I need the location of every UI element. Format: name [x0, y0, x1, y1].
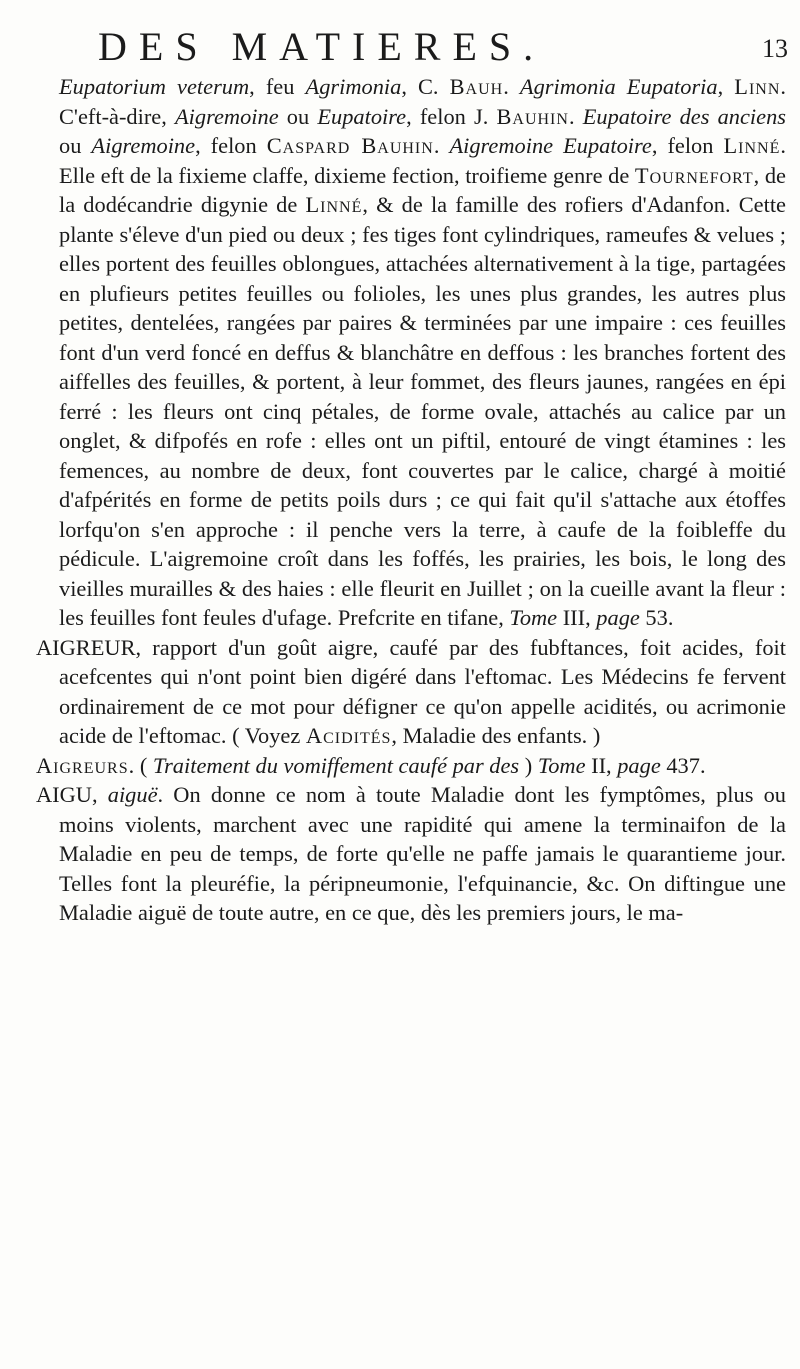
- index-entry-eupatorium: [36, 72, 786, 633]
- index-entry-aigu: [36, 780, 786, 928]
- small-caps-text: Linn: [734, 74, 781, 99]
- small-caps-text: Bauh: [449, 74, 504, 99]
- text-run: ): [519, 752, 538, 778]
- italic-text: Aigremoine Eupatoire: [449, 133, 652, 158]
- italic-text: Aigremoine: [91, 133, 196, 158]
- text-run: , de la dodécandrie digynie de: [59, 162, 786, 217]
- text-run: 53.: [639, 605, 674, 630]
- italic-text: Traitement du vomiffement caufé par des: [152, 752, 520, 778]
- text-run: , felon: [651, 133, 724, 158]
- small-caps-text: Linné: [723, 133, 781, 158]
- text-run: , & de la famille des rofiers d'Adanfon. Cette plante s'éleve d'un pied ou deux ; fes tiges font cylindriques, rameufes & velues ; elles portent des feuilles oblongues, attachées alternativement à la tige, partagées en plufieurs petites feuilles ou folioles, les unes plus grandes, les autres plus petites, dentelées, rangées par paires & terminées par une impaire : ces feuilles font d'un verd foncé en deffus & blanchâtre en deffous : les branches fortent des aiffelles des feuilles, & portent, à leur fommet, des fleurs jaunes, rangées en épi ferré : les fleurs ont cinq pétales, de forme ovale, attachés au calice par un onglet, & difpofés en rofe : elles ont un piftil, entouré de vingt étamines : les femences, au nombre de deux, font couvertes par le calice, chargé à moitié d'afpérités en forme de petits poils durs ; ce qui fait qu'il s'attache aux étoffes lorfqu'on s'en approche : il penche vers la terre, à caufe de la foibleffe du pédicule. L'aigremoine croît dans les foffés, les prairies, les bois, le long des vieilles murailles & des haies : elle fleurit en Juillet ; on la cueille avant la fleur : les feuilles font feules d'ufage. Prefcrite en tifane,: [59, 192, 786, 630]
- italic-text: Tome: [537, 752, 586, 778]
- small-caps-text: Aigreurs: [36, 752, 129, 778]
- italic-text: Eupatoire: [317, 103, 407, 129]
- page-number: 13: [762, 34, 788, 63]
- running-title: DES MATIERES.: [98, 24, 546, 69]
- text-run: AIGU: [36, 782, 92, 807]
- text-run: 437.: [660, 752, 706, 778]
- small-caps-text: Bauhin: [496, 103, 569, 129]
- small-caps-text: Linné: [305, 192, 363, 217]
- index-entry-aigreur: [36, 633, 786, 751]
- index-entry-aigreurs: [36, 751, 786, 781]
- text-run: .: [568, 103, 583, 129]
- italic-text: Agrimonia: [305, 74, 402, 99]
- text-run: , rapport d'un goût aigre, caufé par des fubftances, foit acides, foit acefcentes qui n'ont point bien digéré dans l'eftomac. Les Médecins fe fervent ordinairement de ce mot pour défigner ce qu'on appelle acidités, ou acrimonie acide de l'eftomac. ( Voyez: [59, 634, 786, 748]
- text-run: .: [433, 133, 450, 158]
- text-run: . C'eft-à-dire,: [59, 74, 786, 129]
- text-run: , felon: [195, 133, 267, 158]
- text-run: III,: [557, 605, 597, 630]
- italic-text: page: [596, 605, 640, 630]
- text-run: ou: [59, 133, 92, 158]
- text-run: , Maladie des enfants. ): [391, 723, 601, 748]
- italic-text: aiguë: [107, 782, 158, 807]
- text-run: , C.: [401, 74, 450, 99]
- text-run: , felon J.: [406, 103, 497, 129]
- italic-text: Aigremoine: [175, 103, 279, 129]
- text-run: . On donne ce nom à toute Maladie dont les fymptômes, plus ou moins violents, marchent avec une rapidité qui amene la terminaifon de la Maladie en peu de temps, de forte qu'elle ne paffe jamais le quarantieme jour. Telles font la pleuréfie, la péripneumonie, l'efquinancie, &c. On diftingue une Maladie aiguë de toute autre, en ce que, dès les premiers jours, le ma-: [59, 782, 786, 925]
- text-run: AIGREUR: [36, 634, 136, 660]
- text-run: ou: [278, 103, 318, 129]
- small-caps-text: Tournefort: [634, 162, 754, 188]
- text-run: ,: [91, 782, 108, 807]
- italic-text: Tome: [509, 605, 558, 630]
- small-caps-text: Acidités: [305, 723, 392, 748]
- page-header: [98, 22, 788, 72]
- italic-text: Agrimonia Eupatoria: [519, 74, 718, 99]
- text-run: .: [503, 74, 520, 99]
- index-body-text: [36, 72, 786, 1362]
- text-run: . Elle eft de la fixieme claffe, dixieme fection, troifieme genre de: [59, 133, 786, 188]
- italic-text: Eupatorium veterum: [59, 74, 250, 99]
- italic-text: Eupatoire des anciens: [582, 103, 786, 129]
- text-run: ,: [717, 74, 735, 99]
- text-run: . (: [128, 752, 153, 778]
- small-caps-text: Caspard Bauhin: [266, 133, 434, 158]
- text-run: II,: [585, 752, 618, 778]
- text-run: , feu: [249, 74, 306, 99]
- italic-text: page: [617, 752, 661, 778]
